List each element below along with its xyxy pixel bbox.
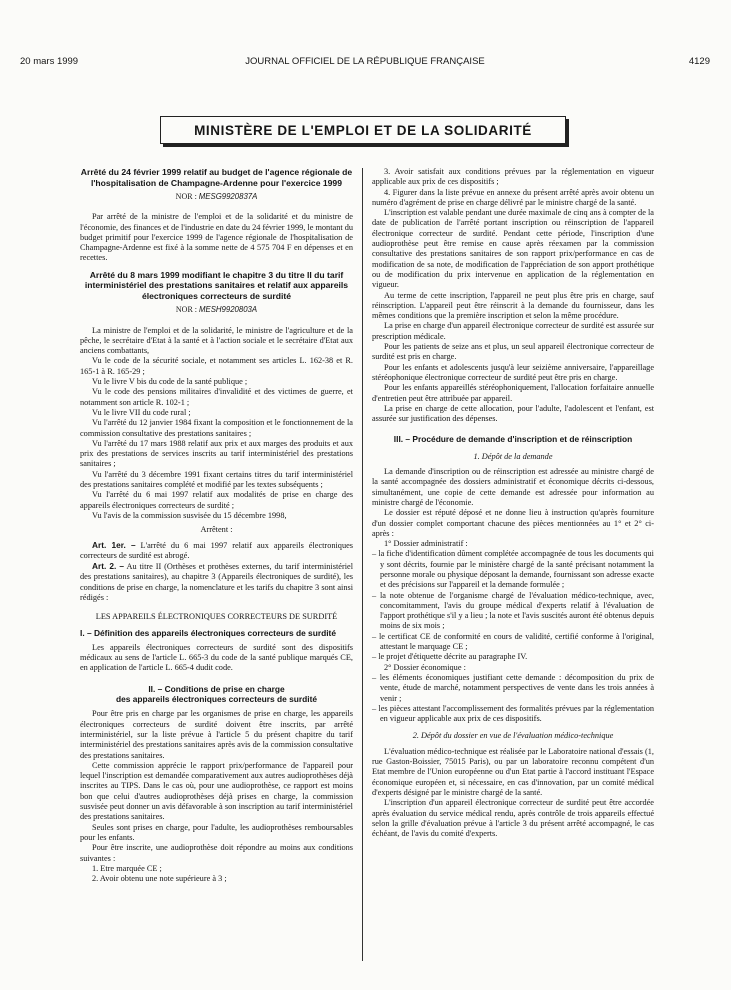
section-2-paragraph: Pour être inscrite, une audioprothèse doit répondre au moins aux conditions suivantes : xyxy=(80,843,353,863)
article-1-label: Art. 1er. – xyxy=(92,539,136,550)
nor-code: MESH9920803A xyxy=(199,305,258,315)
condition-item: 1. Etre marquée CE ; xyxy=(92,863,162,873)
right-paragraph: Pour les patients de seize ans et plus, un seul appareil électronique correcteur de surdité est pris en charge. xyxy=(372,342,654,362)
dossier-administratif-heading: 1° Dossier administratif : xyxy=(384,539,468,549)
section-2-title: II. – Conditions de prise en charge xyxy=(148,683,285,694)
visa-paragraph: Vu le livre VII du code rural ; xyxy=(92,407,191,417)
section-title: LES APPAREILS ÉLECTRONIQUES CORRECTEURS DE SURDITÉ xyxy=(95,612,338,622)
section-3-subtitle-1: 1. Dépôt de la demande xyxy=(473,451,553,461)
nor-label: NOR : xyxy=(175,305,198,315)
right-paragraph: 4. Figurer dans la liste prévue en annexe du présent arrêté après avoir obtenu un numéro d'agrément de prise en charge délivré par le ministre chargé de la santé. xyxy=(372,187,654,207)
right-paragraph: Pour les enfants appareillés stéréophoniquement, l'allocation forfaitaire annuelle d'entretien peut être attribuée par appareil. xyxy=(372,383,654,403)
column-divider xyxy=(362,168,363,961)
arretent-heading: Arrêtent : xyxy=(200,525,233,535)
right-paragraph: La prise en charge d'un appareil électronique correcteur de surdité est assurée sur prescription médicale. xyxy=(372,321,654,341)
visa-paragraph: Vu l'arrêté du 6 mai 1997 relatif aux modalités de prise en charge des appareils électroniques correcteurs de surdité ; xyxy=(80,490,353,510)
section-3-paragraph: L'évaluation médico-technique est réalisée par le Laboratoire national d'essais (1, rue Gaston-Boissier, 75015 Paris), ou par un laboratoire reconnu compétent d'un Etat membre de l'Union européenne ou d'un Etat partie à l'accord instituant l'Espace économique européen et, si nécessaire, en cas d'innovation, par un comité médical d'experts désigné par le ministre chargé de la santé. xyxy=(372,746,654,797)
arrete1-nor xyxy=(80,192,353,202)
ministry-title-box xyxy=(160,116,566,144)
right-paragraph: L'inscription est valable pendant une durée maximale de cinq ans à compter de la date de publication de l'arrêté portant inscription ou réinscription de l'appareil électronique correcteur de surdité. Pendant cette période, l'inscription d'une audioprothèse peut être remise en cause après réexamen par la commission consultative des prestations sanitaires de son rapport prix/performance en cas de modification de sa note, de modification de l'appréciation de son apport prothétique ou de modification du prix intervenue en application de la réglementation en vigueur. xyxy=(372,208,654,290)
section-1-title: I. – Définition des appareils électroniques correcteurs de surdité xyxy=(80,627,336,638)
header-date: 20 mars 1999 xyxy=(20,56,79,67)
section-2-paragraph: Cette commission apprécie le rapport prix/performance de l'appareil pour lequel l'inscription est demandée comparativement aux autres audioprothèses déjà inscrites au TIPS. Dans le cas où, pour une audioprothèse, ce rapport est moins bon que celui d'autres audioprothèses déjà prises en charge, la commission susvisée peut donner un avis défavorable à son inscription au tarif interministériel des prestations sanitaires. xyxy=(80,760,353,822)
right-paragraph: 3. Avoir satisfait aux conditions prévues par la réglementation en vigueur applicable aux prix de ces dispositifs ; xyxy=(372,167,654,187)
section-3-paragraph: L'inscription d'un appareil électronique correcteur de surdité peut être accordée après évaluation du service médical rendu, après contrôle de trois appareils effectué selon la grille d'évaluation prévue à l'article 3 du présent arrêté accompagné, le cas échéant, de l'avis du comité d'experts. xyxy=(372,798,654,839)
section-2-subtitle: des appareils électroniques correcteurs de surdité xyxy=(115,694,318,705)
article-2-text: Au titre II (Orthèses et prothèses externes, du tarif interministériel des prestations sanitaires), au chapitre 3 (Appareils électroniques de surdité), les conditions de prise en charge, la nomenclature et les tarifs du chapitre 3 sont ainsi rédigés : xyxy=(80,562,353,602)
admin-item: – la note obtenue de l'organisme chargé de l'évaluation médico-technique, avec, concomitamment, l'avis du groupe médical d'experts relatif à l'évaluation de l'apport prothétique s'il y a lieu ; la note et l'avis suscités auront été obtenus depuis moins de six mois ; xyxy=(372,590,654,631)
admin-item: – le certificat CE de conformité en cours de validité, certifié conforme à l'original, attestant le marquage CE ; xyxy=(372,631,654,652)
ministry-title: MINISTÈRE DE L'EMPLOI ET DE LA SOLIDARITÉ xyxy=(194,122,532,138)
article-1-text: L'arrêté du 6 mai 1997 relatif aux appareils électroniques correcteurs de surdité est abrogé. xyxy=(80,540,353,560)
visa-paragraph: Vu le livre V bis du code de la santé publique ; xyxy=(92,377,248,387)
visa-paragraph: Vu l'arrêté du 17 mars 1988 relatif aux prix et aux marges des produits et aux prix des prestations de services inscrits au tarif interministériel des prestations sanitaires ; xyxy=(80,438,353,469)
visa-paragraph: Vu l'arrêté du 12 janvier 1984 fixant la composition et le fonctionnement de la commission consultative des prestations sanitaires ; xyxy=(80,418,353,438)
section-3-subtitle-2: 2. Dépôt du dossier en vue de l'évaluation médico-technique xyxy=(412,731,614,741)
section-3-paragraph: La demande d'inscription ou de réinscription est adressée au ministre chargé de la santé accompagnée des dossiers administratif et économique décrits ci-dessous, simultanément, une copie de cette demande est adressée pour information au ministre chargé de l'économie. xyxy=(372,467,654,507)
right-paragraph: La prise en charge de cette allocation, pour l'adulte, l'adolescent et l'enfant, est assurée sur justification des dépenses. xyxy=(372,403,654,424)
eco-item: – les éléments économiques justifiant cette demande : décomposition du prix de vente, étude de marché, notamment perspectives de vente dans les trois années à venir ; xyxy=(372,672,654,703)
visa-paragraph: Vu l'avis de la commission susvisée du 15 décembre 1998, xyxy=(92,510,287,520)
eco-item: – les pièces attestant l'accomplissement des formalités prévues par la réglementation en vigueur applicable aux prix de ces dispositifs. xyxy=(372,703,654,724)
visa-paragraph: Vu l'arrêté du 3 décembre 1991 fixant certains titres du tarif interministériel des prestations sanitaires complété et modifié par les textes subséquents ; xyxy=(80,469,353,490)
nor-code: MESG9920837A xyxy=(198,192,258,201)
arrete2-title: Arrêté du 8 mars 1999 modifiant le chapitre 3 du titre II du tarif interministériel des prestations sanitaires et relatif aux appareils électroniques correcteurs de surdité xyxy=(84,269,349,301)
arrete1-title: Arrêté du 24 février 1999 relatif au budget de l'agence régionale de l'hospitalisation de Champagne-Ardenne pour l'exercice 1999 xyxy=(80,167,353,188)
article-2-label: Art. 2. – xyxy=(92,561,125,572)
visa-paragraph: Vu le code de la sécurité sociale, et notamment ses articles L. 162-38 et R. 165-1 à R. 165-29 ; xyxy=(80,356,353,376)
right-column xyxy=(372,167,654,839)
visa-paragraph: Vu le code des pensions militaires d'invalidité et des victimes de guerre, et notamment son article R. 102-1 ; xyxy=(80,387,353,407)
section-3-title: III. – Procédure de demande d'inscription et de réinscription xyxy=(393,434,633,445)
admin-item: – la fiche d'identification dûment complétée accompagnée de tous les documents qui y sont décrits, fournie par le ministère chargé de la santé précisant notamment la personne morale ou physique déposant la demande, fournissant son adresse exacte et des précisions sur l'appareil et la demande formulée ; xyxy=(372,549,654,590)
section-2-paragraph: Seules sont prises en charge, pour l'adulte, les audioprothèses remboursables pour les enfants. xyxy=(80,822,353,842)
section-3-paragraph: Le dossier est réputé déposé et ne donne lieu à instruction qu'après fourniture d'un dossier complet comportant chacune des pièces mentionnées au 1° et 2° ci-après : xyxy=(372,508,654,538)
nor-label: NOR : xyxy=(175,192,197,201)
header-page-number: 4129 xyxy=(688,56,710,67)
arrete2-nor xyxy=(80,305,353,315)
right-paragraph: Pour les enfants et adolescents jusqu'à leur seizième anniversaire, l'appareillage stéréophonique électronique correcteur de surdité peut être pris en charge. xyxy=(372,362,654,382)
section-1-body: Les appareils électroniques correcteurs de surdité sont des dispositifs médicaux au sens de l'article L. 665-3 du code de la santé publique marqués CE, en application de l'article L. 665-4 dudit code. xyxy=(80,642,353,673)
article-2 xyxy=(80,561,353,603)
condition-item: 2. Avoir obtenu une note supérieure à 3 ; xyxy=(92,874,227,884)
admin-item: – le projet d'étiquette décrite au paragraphe IV. xyxy=(372,652,528,662)
dossier-economique-heading: 2° Dossier économique : xyxy=(384,662,466,672)
article-1 xyxy=(80,540,353,562)
section-2-paragraph: Pour être pris en charge par les organismes de prise en charge, les appareils électroniques correcteurs de surdité doivent être inscrits, par arrêté interministériel, sur la liste prévue à l'article 5 du présent chapitre du tarif interministériel des prestations sanitaires après avis de la commission consultative des prestations sanitaires. xyxy=(80,709,353,760)
header-journal-title: JOURNAL OFFICIEL DE LA RÉPUBLIQUE FRANÇAISE xyxy=(245,56,485,67)
right-paragraph: Au terme de cette inscription, l'appareil ne peut plus être pris en charge, sauf réinscription. L'appareil peut être réinscrit à la demande du fournisseur, dans les mêmes conditions que la première inscription et selon la même procédure. xyxy=(372,290,654,321)
left-column xyxy=(80,167,353,884)
visa-paragraph: La ministre de l'emploi et de la solidarité, le ministre de l'agriculture et de la pêche, le secrétaire d'Etat à la santé et à l'action sociale et le secrétaire d'Etat aux anciens combattants, xyxy=(80,325,353,356)
arrete1-body: Par arrêté de la ministre de l'emploi et de la solidarité et du ministre de l'économie, des finances et de l'industrie en date du 24 février 1999, le montant du budget primitif pour l'exercice 1999 de l'agence régionale de l'hospitalisation de Champagne-Ardenne est fixé à la somme nette de 4 575 704 F en dépenses et en recettes. xyxy=(80,212,354,263)
